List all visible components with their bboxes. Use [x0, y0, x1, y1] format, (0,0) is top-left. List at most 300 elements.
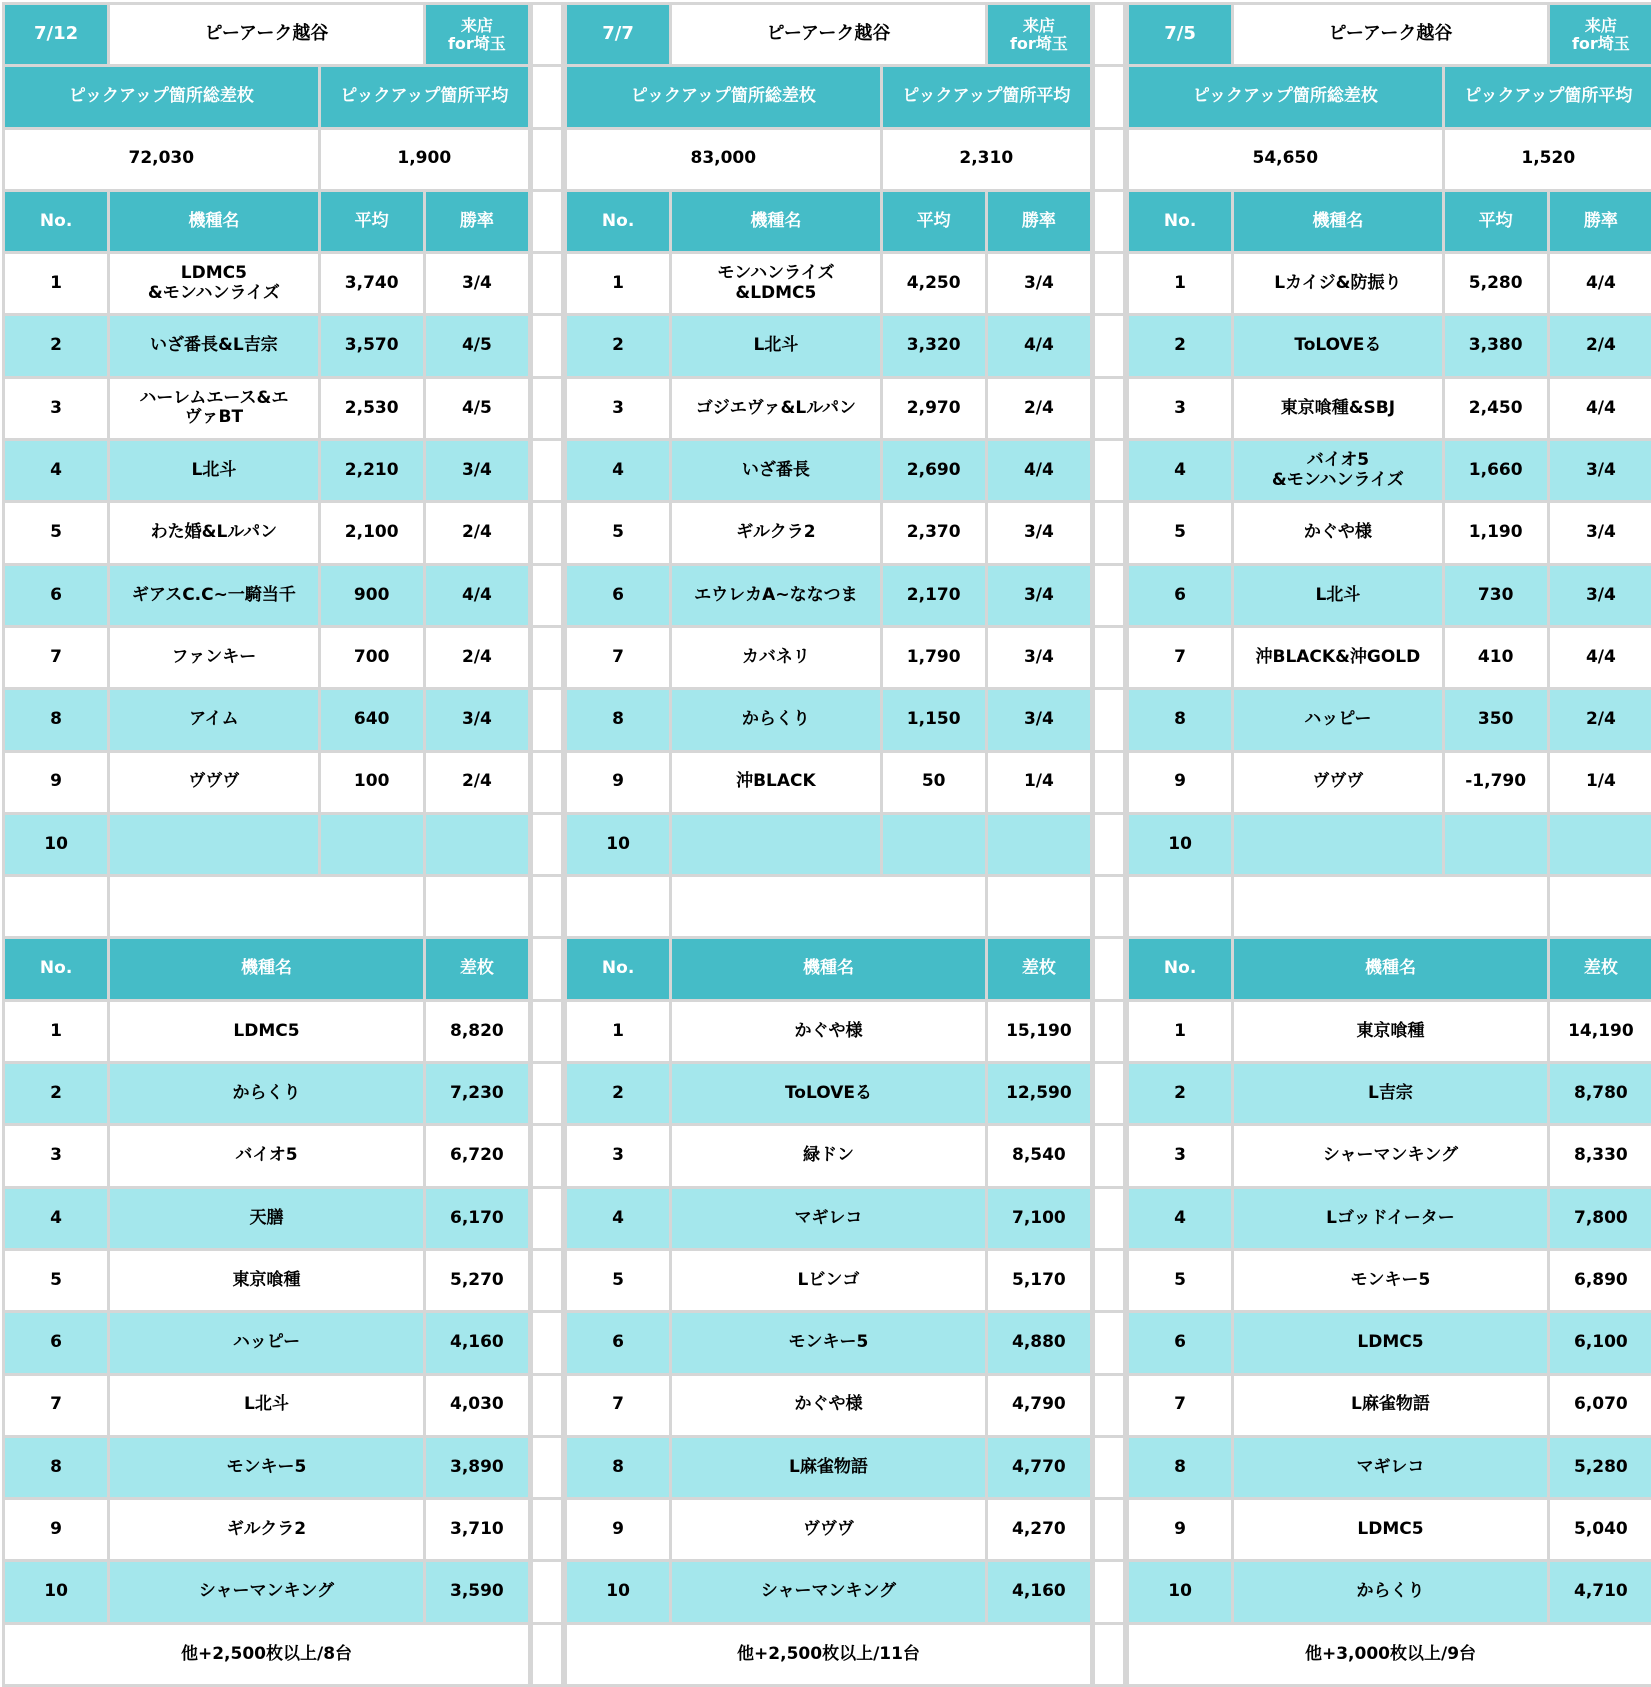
row-number: 9 — [4, 751, 109, 813]
model-name-line: ファンキー — [172, 647, 257, 667]
model-name-line: エウレカA~ななつま — [694, 585, 857, 605]
row-number: 8 — [566, 1436, 671, 1498]
gap-cell — [532, 128, 563, 190]
visit-badge-line: for埼玉 — [448, 34, 506, 53]
gap-cell — [532, 315, 563, 377]
pickup-row — [1128, 502, 1651, 564]
ranking-row — [1128, 1436, 1651, 1498]
model-name — [1233, 813, 1443, 875]
model-name-line: ギアスC.C~一騎当千 — [132, 585, 296, 605]
gap-cell — [1094, 1499, 1125, 1561]
average-value — [1443, 813, 1548, 875]
model-name — [109, 751, 319, 813]
pickup-total-value: 54,650 — [1128, 128, 1444, 190]
pickup-average-header: ピックアップ箇所平均 — [319, 66, 529, 128]
pickup-row — [1128, 253, 1651, 315]
diff-value: 4,770 — [986, 1436, 1091, 1498]
model-name-line: L北斗 — [1315, 585, 1360, 605]
row-number: 10 — [1128, 1561, 1233, 1623]
diff-value: 6,720 — [424, 1125, 529, 1187]
average-value: 1,150 — [881, 689, 986, 751]
model-name: 東京喰種 — [109, 1249, 425, 1311]
ranking-row — [1128, 1374, 1651, 1436]
average-value: 2,210 — [319, 440, 424, 502]
gap-cell — [532, 1000, 563, 1062]
row-number: 4 — [1128, 440, 1233, 502]
gap-cell — [532, 626, 563, 688]
model-name — [671, 626, 881, 688]
spacer-cell — [566, 876, 671, 938]
average-value: 5,280 — [1443, 253, 1548, 315]
model-name — [109, 502, 319, 564]
row-number: 5 — [4, 1249, 109, 1311]
visit-badge — [424, 4, 529, 66]
model-name-line: L北斗 — [191, 460, 236, 480]
row-number: 3 — [1128, 1125, 1233, 1187]
row-number: 6 — [566, 564, 671, 626]
average-value: 730 — [1443, 564, 1548, 626]
model-name — [671, 377, 881, 439]
model-name: かぐや様 — [671, 1374, 987, 1436]
model-name-line: からくり — [742, 709, 810, 729]
model-header: 機種名 — [1233, 190, 1443, 252]
pickup-total-header: ピックアップ箇所総差枚 — [1128, 66, 1444, 128]
diff-value: 15,190 — [986, 1000, 1091, 1062]
row-number: 9 — [566, 751, 671, 813]
row-number: 8 — [4, 689, 109, 751]
row-number: 7 — [566, 1374, 671, 1436]
row-number: 6 — [4, 564, 109, 626]
gap-cell — [532, 689, 563, 751]
gap-cell — [532, 502, 563, 564]
win-rate-value: 3/4 — [424, 253, 529, 315]
pickup-row — [4, 564, 530, 626]
model-name: L北斗 — [109, 1374, 425, 1436]
average-value: 2,450 — [1443, 377, 1548, 439]
gap-cell — [532, 1063, 563, 1125]
ranking-row — [1128, 1312, 1651, 1374]
pickup-row — [4, 377, 530, 439]
gap-cell — [1094, 1312, 1125, 1374]
model-name-line: わた婚&Lルパン — [151, 522, 277, 542]
win-rate-value: 3/4 — [986, 689, 1091, 751]
gap-cell — [1094, 190, 1125, 252]
average-value: 1,190 — [1443, 502, 1548, 564]
win-rate-value: 2/4 — [1548, 315, 1651, 377]
gap-cell — [1094, 4, 1125, 66]
pickup-average-value: 2,310 — [881, 128, 1091, 190]
pickup-total-header: ピックアップ箇所総差枚 — [566, 66, 882, 128]
store-name: ピーアーク越谷 — [1233, 4, 1549, 66]
ranking-row — [4, 1374, 530, 1436]
diff-value: 4,160 — [986, 1561, 1091, 1623]
visit-badge — [986, 4, 1091, 66]
row-number: 5 — [4, 502, 109, 564]
diff-value: 3,590 — [424, 1561, 529, 1623]
win-rate-value: 2/4 — [986, 377, 1091, 439]
model-name: バイオ5 — [109, 1125, 425, 1187]
row-number: 3 — [566, 1125, 671, 1187]
model-header: 機種名 — [109, 938, 425, 1000]
win-rate-value: 3/4 — [424, 440, 529, 502]
pickup-row — [4, 315, 530, 377]
model-name: モンキー5 — [1233, 1249, 1549, 1311]
model-name — [671, 502, 881, 564]
gap-cell — [1094, 66, 1125, 128]
win-rate-value: 4/4 — [1548, 626, 1651, 688]
diff-value: 6,100 — [1548, 1312, 1651, 1374]
row-number: 4 — [566, 1187, 671, 1249]
win-rate-value — [986, 813, 1091, 875]
model-name: LDMC5 — [1233, 1312, 1549, 1374]
diff-value: 5,040 — [1548, 1499, 1651, 1561]
diff-value: 4,880 — [986, 1312, 1091, 1374]
model-name-line: LDMC5 — [181, 263, 247, 283]
row-number: 9 — [566, 1499, 671, 1561]
gap-cell — [1094, 502, 1125, 564]
gap-cell — [1094, 440, 1125, 502]
pickup-row — [1128, 689, 1651, 751]
ranking-row — [1128, 1063, 1651, 1125]
win-rate-value: 4/4 — [1548, 253, 1651, 315]
diff-value: 4,790 — [986, 1374, 1091, 1436]
gap-cell — [1094, 876, 1125, 938]
average-value: 2,970 — [881, 377, 986, 439]
ranking-row — [4, 1000, 530, 1062]
diff-value: 4,160 — [424, 1312, 529, 1374]
model-name-line: ハッピー — [1304, 709, 1371, 729]
model-name — [109, 440, 319, 502]
no-header: No. — [566, 190, 671, 252]
average-value: 50 — [881, 751, 986, 813]
model-name-line: 東京喰種&SBJ — [1281, 398, 1395, 418]
gap-cell — [532, 1374, 563, 1436]
visit-badge-line: for埼玉 — [1572, 34, 1630, 53]
column-gap — [1092, 2, 1126, 1687]
diff-value: 5,270 — [424, 1249, 529, 1311]
model-name: 天膳 — [109, 1187, 425, 1249]
win-rate-value — [1548, 813, 1651, 875]
pickup-row — [566, 689, 1092, 751]
average-value: 3,570 — [319, 315, 424, 377]
pickup-total-header: ピックアップ箇所総差枚 — [4, 66, 320, 128]
average-header: 平均 — [881, 190, 986, 252]
average-value: 2,170 — [881, 564, 986, 626]
model-name: マギレコ — [1233, 1436, 1549, 1498]
win-rate-value: 3/4 — [986, 564, 1091, 626]
model-name: マギレコ — [671, 1187, 987, 1249]
win-rate-value — [424, 813, 529, 875]
ranking-row — [566, 1125, 1092, 1187]
row-number: 6 — [566, 1312, 671, 1374]
visit-badge-line: 来店 — [1023, 16, 1055, 35]
no-header: No. — [1128, 938, 1233, 1000]
pickup-row — [566, 813, 1092, 875]
spacer-cell — [986, 876, 1091, 938]
model-name-line: バイオ5 — [1307, 450, 1369, 470]
win-rate-value: 4/4 — [986, 315, 1091, 377]
model-name-line: L北斗 — [753, 335, 798, 355]
pickup-row — [4, 813, 530, 875]
gap-cell — [1094, 1063, 1125, 1125]
pickup-row — [4, 502, 530, 564]
ranking-row — [566, 1063, 1092, 1125]
average-value: 4,250 — [881, 253, 986, 315]
pickup-row — [1128, 751, 1651, 813]
row-number: 3 — [4, 1125, 109, 1187]
visit-badge-line: 来店 — [1585, 16, 1617, 35]
win-rate-value: 1/4 — [986, 751, 1091, 813]
average-value: 1,790 — [881, 626, 986, 688]
row-number: 8 — [1128, 1436, 1233, 1498]
win-rate-value: 4/5 — [424, 315, 529, 377]
footer-note: 他+3,000枚以上/9台 — [1128, 1623, 1651, 1685]
gap-cell — [1094, 1187, 1125, 1249]
report-panel-7-5 — [1126, 2, 1651, 1687]
gap-cell — [1094, 938, 1125, 1000]
pickup-row — [566, 440, 1092, 502]
diff-value: 3,710 — [424, 1499, 529, 1561]
model-name: ハッピー — [109, 1312, 425, 1374]
row-number: 2 — [1128, 1063, 1233, 1125]
row-number: 7 — [566, 626, 671, 688]
ranking-row — [1128, 1000, 1651, 1062]
diff-value: 4,710 — [1548, 1561, 1651, 1623]
gap-cell — [1094, 253, 1125, 315]
model-header: 機種名 — [671, 938, 987, 1000]
win-rate-value: 2/4 — [424, 626, 529, 688]
model-name — [1233, 377, 1443, 439]
ranking-row — [4, 1063, 530, 1125]
pickup-average-header: ピックアップ箇所平均 — [1443, 66, 1651, 128]
model-name — [1233, 253, 1443, 315]
model-name — [109, 253, 319, 315]
ranking-row — [566, 1499, 1092, 1561]
gap-cell — [1094, 564, 1125, 626]
diff-value: 7,800 — [1548, 1187, 1651, 1249]
row-number: 9 — [4, 1499, 109, 1561]
visit-badge-line: 来店 — [461, 16, 493, 35]
gap-cell — [1094, 1125, 1125, 1187]
model-name-line: アイム — [189, 709, 238, 729]
no-header: No. — [1128, 190, 1233, 252]
row-number: 5 — [1128, 1249, 1233, 1311]
average-value: 2,530 — [319, 377, 424, 439]
pickup-row — [1128, 564, 1651, 626]
model-name — [671, 253, 881, 315]
model-name-line: ゴジエヴァ&Lルパン — [696, 398, 856, 418]
gap-cell — [532, 1623, 563, 1685]
row-number: 5 — [566, 502, 671, 564]
row-number: 2 — [1128, 315, 1233, 377]
visit-badge — [1548, 4, 1651, 66]
spacer-cell — [671, 876, 987, 938]
win-rate-value: 3/4 — [1548, 502, 1651, 564]
pickup-row — [566, 315, 1092, 377]
pickup-row — [566, 626, 1092, 688]
gap-cell — [1094, 751, 1125, 813]
model-name: L麻雀物語 — [1233, 1374, 1549, 1436]
spacer-cell — [424, 876, 529, 938]
model-name-line: ヴヴヴ — [188, 771, 239, 791]
date-label: 7/7 — [566, 4, 671, 66]
row-number: 5 — [1128, 502, 1233, 564]
row-number: 8 — [4, 1436, 109, 1498]
average-value: 900 — [319, 564, 424, 626]
row-number: 2 — [566, 1063, 671, 1125]
row-number: 4 — [4, 440, 109, 502]
model-name: シャーマンキング — [1233, 1125, 1549, 1187]
model-name-line: 沖BLACK — [736, 771, 816, 791]
gap-cell — [532, 377, 563, 439]
pickup-row — [4, 440, 530, 502]
average-header: 平均 — [1443, 190, 1548, 252]
ranking-row — [4, 1499, 530, 1561]
diff-value: 3,890 — [424, 1436, 529, 1498]
row-number: 4 — [1128, 1187, 1233, 1249]
gap-cell — [532, 253, 563, 315]
model-name — [109, 564, 319, 626]
row-number: 2 — [4, 1063, 109, 1125]
model-name — [1233, 626, 1443, 688]
model-name-line: ギルクラ2 — [736, 522, 815, 542]
pickup-row — [566, 253, 1092, 315]
gap-cell — [1094, 1249, 1125, 1311]
average-value: 2,100 — [319, 502, 424, 564]
report-panel-7-12 — [2, 2, 531, 1687]
ranking-row — [566, 1312, 1092, 1374]
model-name-line: Lカイジ&防振り — [1274, 273, 1401, 293]
average-value: 350 — [1443, 689, 1548, 751]
model-name-line: ハーレムエース&エ — [139, 388, 288, 408]
model-name: からくり — [109, 1063, 425, 1125]
gap-cell — [1094, 626, 1125, 688]
model-header: 機種名 — [671, 190, 881, 252]
gap-cell — [532, 4, 563, 66]
pickup-row — [1128, 626, 1651, 688]
ranking-row — [1128, 1561, 1651, 1623]
model-name-line: モンハンライズ — [717, 263, 834, 283]
model-name-line: かぐや様 — [1304, 522, 1372, 542]
pickup-total-value: 72,030 — [4, 128, 320, 190]
row-number: 1 — [4, 253, 109, 315]
row-number: 3 — [1128, 377, 1233, 439]
diff-value: 4,030 — [424, 1374, 529, 1436]
win-rate-header: 勝率 — [424, 190, 529, 252]
pickup-row — [1128, 440, 1651, 502]
model-name-line: 沖BLACK&沖GOLD — [1255, 647, 1420, 667]
gap-cell — [532, 938, 563, 1000]
pickup-row — [566, 377, 1092, 439]
row-number: 9 — [1128, 751, 1233, 813]
row-number: 2 — [566, 315, 671, 377]
model-name: ギルクラ2 — [109, 1499, 425, 1561]
row-number: 1 — [1128, 253, 1233, 315]
ranking-row — [4, 1125, 530, 1187]
row-number: 2 — [4, 315, 109, 377]
diff-value: 7,230 — [424, 1063, 529, 1125]
gap-cell — [532, 1125, 563, 1187]
model-name: L麻雀物語 — [671, 1436, 987, 1498]
diff-header: 差枚 — [986, 938, 1091, 1000]
row-number: 10 — [566, 813, 671, 875]
no-header: No. — [566, 938, 671, 1000]
no-header: No. — [4, 190, 109, 252]
pickup-row — [1128, 813, 1651, 875]
row-number: 5 — [566, 1249, 671, 1311]
model-name: LDMC5 — [109, 1000, 425, 1062]
row-number: 8 — [1128, 689, 1233, 751]
model-name: ヴヴヴ — [671, 1499, 987, 1561]
gap-cell — [532, 1436, 563, 1498]
row-number: 1 — [4, 1000, 109, 1062]
column-gap — [530, 2, 564, 1687]
model-name-line: &モンハンライズ — [148, 283, 280, 303]
average-value: 3,320 — [881, 315, 986, 377]
model-name-line: &LDMC5 — [735, 283, 816, 303]
average-value: 1,660 — [1443, 440, 1548, 502]
ranking-row — [4, 1312, 530, 1374]
model-name: かぐや様 — [671, 1000, 987, 1062]
model-name — [109, 377, 319, 439]
no-header: No. — [4, 938, 109, 1000]
win-rate-header: 勝率 — [986, 190, 1091, 252]
model-name: L吉宗 — [1233, 1063, 1549, 1125]
model-name-line: いざ番長&L吉宗 — [150, 335, 278, 355]
pickup-total-value: 83,000 — [566, 128, 882, 190]
win-rate-value: 2/4 — [424, 502, 529, 564]
ranking-row — [1128, 1499, 1651, 1561]
win-rate-value: 3/4 — [1548, 440, 1651, 502]
gap-cell — [532, 1312, 563, 1374]
model-name — [1233, 689, 1443, 751]
model-name: からくり — [1233, 1561, 1549, 1623]
average-value: 2,370 — [881, 502, 986, 564]
model-name: モンキー5 — [671, 1312, 987, 1374]
ranking-row — [1128, 1125, 1651, 1187]
store-name: ピーアーク越谷 — [671, 4, 987, 66]
average-value — [319, 813, 424, 875]
model-name: 緑ドン — [671, 1125, 987, 1187]
gap-cell — [532, 66, 563, 128]
win-rate-value: 3/4 — [986, 626, 1091, 688]
diff-value: 6,070 — [1548, 1374, 1651, 1436]
win-rate-value: 2/4 — [1548, 689, 1651, 751]
pickup-row — [4, 751, 530, 813]
win-rate-value: 2/4 — [424, 751, 529, 813]
diff-value: 8,540 — [986, 1125, 1091, 1187]
model-name: Lゴッドイーター — [1233, 1187, 1549, 1249]
spacer-cell — [1128, 876, 1233, 938]
pickup-row — [1128, 315, 1651, 377]
date-label: 7/12 — [4, 4, 109, 66]
win-rate-value: 3/4 — [986, 502, 1091, 564]
pickup-row — [566, 564, 1092, 626]
model-name-line: カバネリ — [742, 647, 810, 667]
model-name — [671, 813, 881, 875]
pickup-row — [4, 689, 530, 751]
gap-cell — [532, 190, 563, 252]
model-name: 東京喰種 — [1233, 1000, 1549, 1062]
ranking-row — [566, 1187, 1092, 1249]
model-name — [671, 689, 881, 751]
model-name — [109, 626, 319, 688]
pickup-average-value: 1,520 — [1443, 128, 1651, 190]
gap-cell — [532, 1499, 563, 1561]
model-name — [1233, 502, 1443, 564]
diff-value: 6,170 — [424, 1187, 529, 1249]
average-value: 700 — [319, 626, 424, 688]
